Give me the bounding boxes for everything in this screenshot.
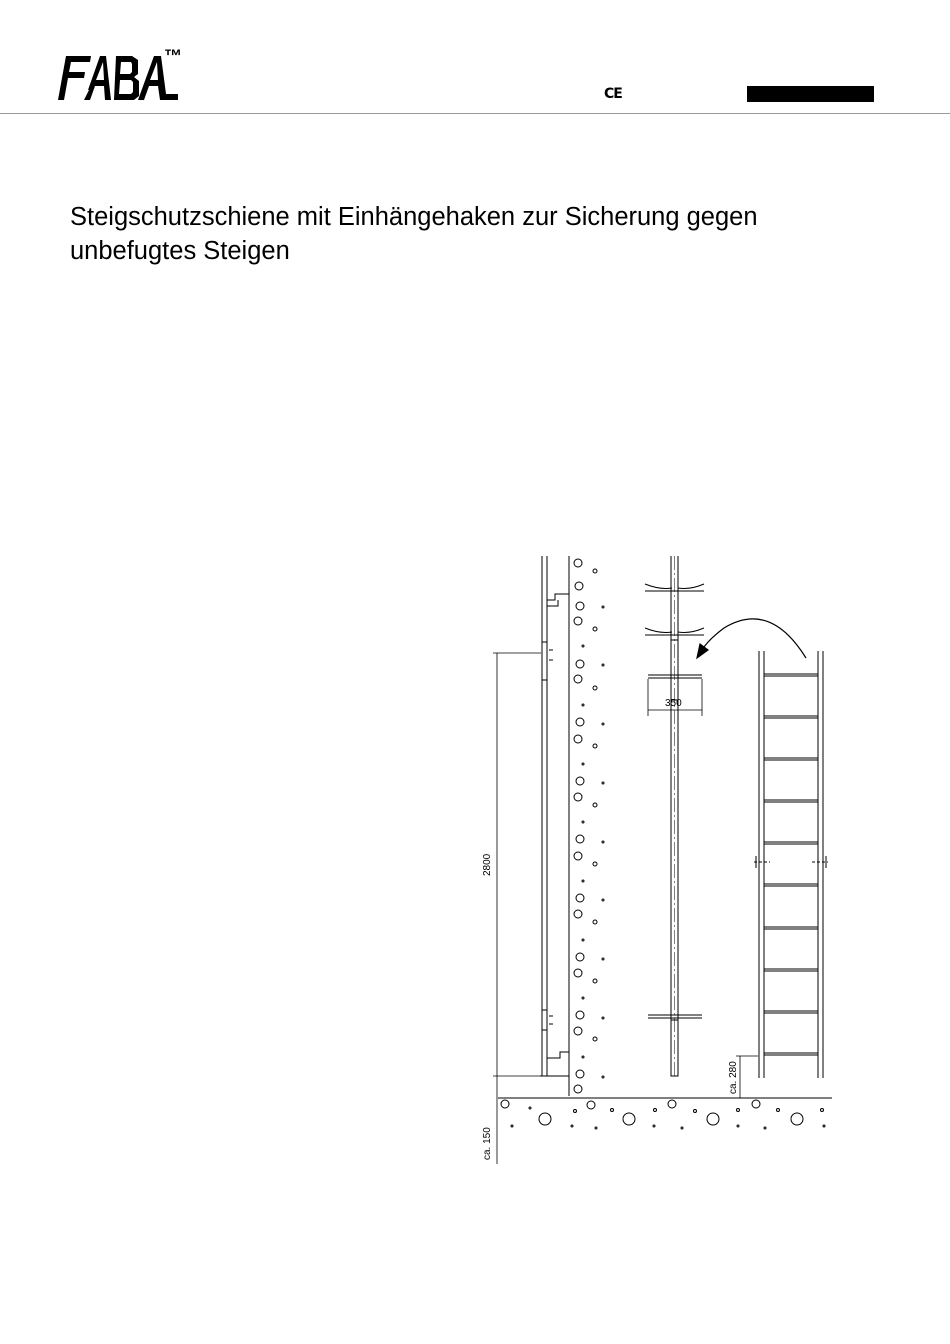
header-black-bar — [747, 86, 874, 102]
dimension-height — [493, 653, 541, 1076]
trademark-symbol: ™ — [164, 48, 182, 66]
document-title — [70, 200, 890, 268]
mount-arrow — [697, 619, 806, 658]
title-line-2: unbefugtes Steigen — [70, 237, 290, 265]
title-line-1: Steigschutzschiene mit Einhängehaken zur Sicherung gegen — [70, 203, 758, 231]
faba-logo-mark — [58, 56, 178, 100]
dimension-embed-label: ca. 150 — [482, 1127, 493, 1160]
front-view-rail — [645, 556, 704, 1076]
dimension-clearance — [736, 1056, 758, 1098]
ground-slab — [498, 1098, 832, 1129]
dimension-clearance-label: ca. 280 — [728, 1061, 739, 1094]
ladder — [754, 651, 828, 1078]
ce-mark: CE — [604, 86, 622, 102]
technical-drawing — [470, 550, 850, 1170]
dimension-width-label: 350 — [665, 698, 682, 709]
dimension-height-label: 2800 — [482, 853, 493, 876]
side-view-rail — [540, 594, 569, 1076]
header-divider — [0, 113, 950, 114]
faba-logo — [58, 48, 188, 104]
concrete-wall — [542, 556, 604, 1096]
